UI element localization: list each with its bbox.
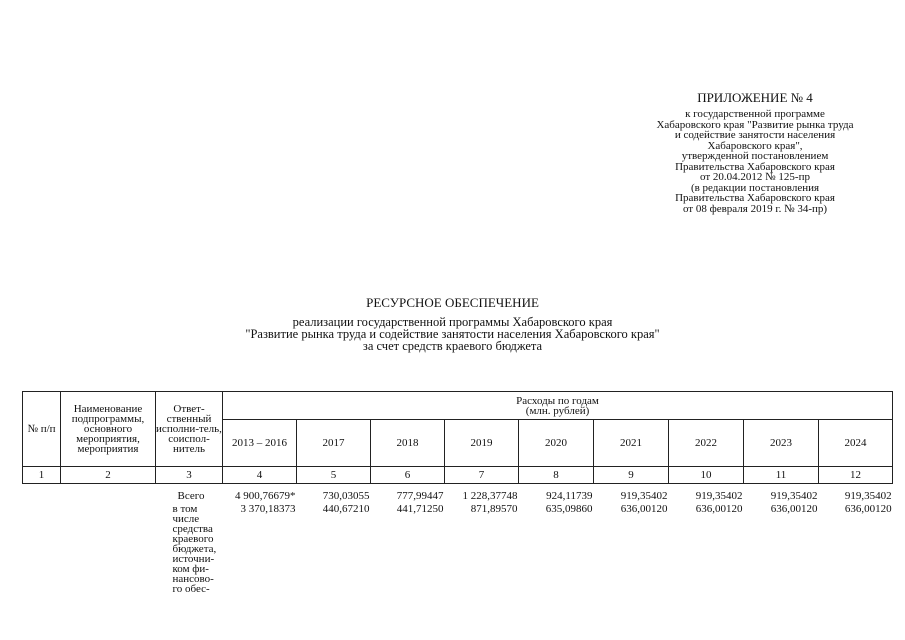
header-year: 2017 [297,420,371,467]
header-year: 2018 [371,420,445,467]
appendix-line: к государственной программе [685,108,825,120]
column-number: 9 [594,467,669,484]
column-number: 4 [223,467,297,484]
row-value: 4 900,76679* [235,490,296,502]
column-number: 10 [669,467,744,484]
row-value: 3 370,18373 [240,503,296,515]
row-label [156,501,223,594]
column-number: 8 [519,467,594,484]
appendix-line: Хабаровского края "Развитие рынка труда [656,118,854,131]
document-heading [0,296,905,352]
column-number: 7 [445,467,519,484]
row-value: 440,67210 [322,503,370,515]
row-value: 919,35402 [620,490,668,502]
header-year: 2013 – 2016 [223,420,297,467]
appendix-line: Правительства Хабаровского края [675,192,835,204]
row-value: 636,00120 [770,503,818,515]
header-number: № п/п [23,392,61,467]
appendix-line: Правительства Хабаровского края [675,160,835,173]
row-value: 636,00120 [620,503,668,515]
row-value: 730,03055 [322,490,370,502]
row-value: 919,35402 [695,490,743,502]
document-subtitle-line: реализации государственной программы Хабаровского края [292,315,613,329]
document-title: РЕСУРСНОЕ ОБЕСПЕЧЕНИЕ [366,295,539,310]
column-number: 12 [819,467,893,484]
row-value: 919,35402 [844,490,892,502]
column-number: 2 [61,467,156,484]
row-value: 1 228,37748 [462,490,518,502]
header-name: Наименование подпрограммы, основного мероприятия, мероприятия [61,392,156,467]
column-number: 3 [156,467,223,484]
table-row [23,484,893,502]
appendix-line: и содействие занятости населения [674,129,836,141]
row-value: 777,99447 [396,490,444,502]
document-subtitle-line: "Развитие рынка труда и содействие занятости населения Хабаровского края" [245,327,660,341]
header-year: 2019 [445,420,519,467]
row-label: Всего [177,490,205,502]
row-value: 919,35402 [770,490,818,502]
header-expenses-units: (млн. рублей) [525,404,590,417]
header-year: 2021 [594,420,669,467]
column-number: 5 [297,467,371,484]
appendix-line: от 08 февраля 2019 г. № 34-пр) [682,202,828,215]
appendix-line: утвержденной постановлением [681,150,829,162]
row-value: 441,71250 [396,503,444,515]
header-year: 2024 [819,420,893,467]
row-value: 871,89570 [470,503,518,515]
appendix-line: (в редакции постановления [690,181,820,194]
header-year: 2023 [744,420,819,467]
row-label-text: в том числе средства краевого бюджета, источни-ком фи-нансово-го обес- [172,503,217,595]
resources-table [22,391,893,594]
row-value: 636,00120 [844,503,892,515]
column-number: 1 [23,467,61,484]
row-value: 635,09860 [545,503,593,515]
header-executor: Ответ-ственный исполни-тель, соиспол-нитель [156,392,223,467]
column-number-row [23,467,893,484]
header-year: 2022 [669,420,744,467]
appendix-block [610,90,900,214]
header-expenses-title: Расходы по годам [516,394,599,407]
row-value: 924,11739 [546,490,593,502]
appendix-title: ПРИЛОЖЕНИЕ № 4 [697,90,813,105]
table-row [23,501,893,594]
header-expenses [223,392,893,420]
header-year: 2020 [519,420,594,467]
column-number: 6 [371,467,445,484]
column-number: 11 [744,467,819,484]
appendix-line: от 20.04.2012 № 125-пр [700,171,810,183]
row-value: 636,00120 [695,503,743,515]
document-subtitle-line: за счет средств краевого бюджета [362,339,543,353]
appendix-line: Хабаровского края", [707,139,803,152]
